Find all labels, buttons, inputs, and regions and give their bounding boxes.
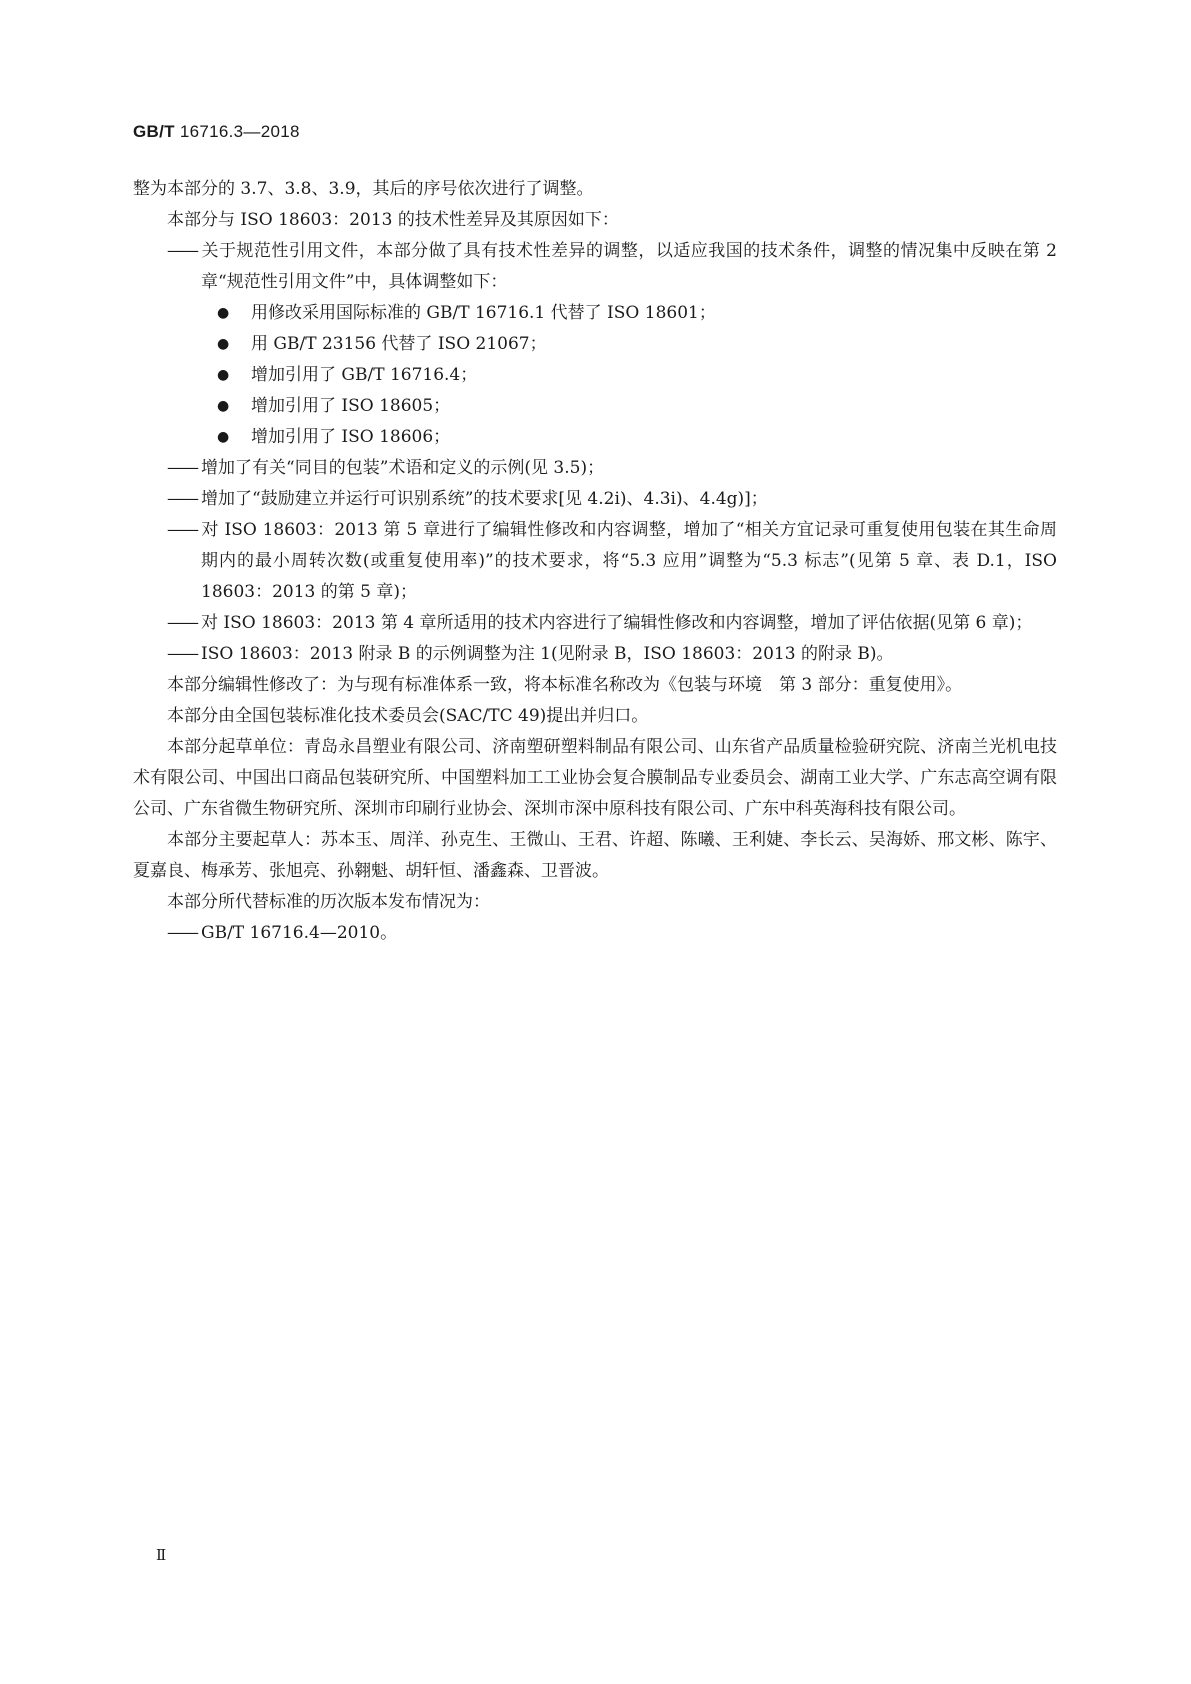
bullet-dot: ●	[217, 429, 230, 445]
dash-item	[133, 515, 1057, 608]
bullet-item-text: 用修改采用国际标准的 GB/T 16716.1 代替了 ISO 18601；	[251, 303, 716, 323]
bullet-item-text: 用 GB/T 23156 代替了 ISO 21067；	[251, 334, 547, 354]
bullet-item-text: 增加引用了 ISO 18606；	[251, 427, 451, 447]
standard-code: GB/T	[133, 122, 175, 141]
dash-mark: ——	[167, 520, 197, 540]
dash-mark: ——	[167, 489, 197, 509]
dash-item	[133, 608, 1057, 639]
page-number: Ⅱ	[156, 1546, 167, 1564]
dash-item	[133, 639, 1057, 670]
dash-item-text: 对 ISO 18603：2013 第 4 章所适用的技术内容进行了编辑性修改和内容调整，增加了评估依据(见第 6 章)；	[201, 613, 1033, 633]
standard-number: 16716.3—2018	[179, 122, 300, 141]
bullet-item	[133, 360, 1057, 391]
bullet-dot: ●	[217, 305, 230, 321]
dash-item-text: 增加了有关“同目的包装”术语和定义的示例(见 3.5)；	[201, 458, 605, 478]
bullet-dot: ●	[217, 367, 230, 383]
bullet-item-text: 增加引用了 GB/T 16716.4；	[251, 365, 478, 385]
dash-mark: ——	[167, 241, 197, 261]
dash-item-text: 对 ISO 18603：2013 第 5 章进行了编辑性修改和内容调整，增加了“相关方宜记录可重复使用包装在其生命周期内的最小周转次数(或重复使用率)”的技术要求，将“5.3 应用”调整为“5.3 标志”(见第 5 章、表 D.1，ISO 18603：2013 的第 5 章)；	[201, 520, 1057, 602]
paragraph-drafters: 本部分主要起草人：苏本玉、周洋、孙克生、王微山、王君、许超、陈曦、王利婕、李长云、吴海娇、邢文彬、陈宇、夏嘉良、梅承芳、张旭亮、孙翱魁、胡轩恒、潘鑫森、卫晋波。	[133, 830, 1057, 881]
bullet-item	[133, 422, 1057, 453]
paragraph-proposer: 本部分由全国包装标准化技术委员会(SAC/TC 49)提出并归口。	[167, 706, 649, 726]
dash-item-previous-edition	[133, 918, 1057, 949]
dash-mark: ——	[167, 613, 197, 633]
dash-item-text: ISO 18603：2013 附录 B 的示例调整为注 1(见附录 B，ISO 18603：2013 的附录 B)。	[201, 644, 894, 664]
dash-item	[133, 453, 1057, 484]
paragraph-differences-intro: 本部分与 ISO 18603：2013 的技术性差异及其原因如下：	[167, 210, 619, 230]
paragraph-editorial-changes: 本部分编辑性修改了：为与现有标准体系一致，将本标准名称改为《包装与环境 第 3 部分：重复使用》。	[167, 675, 963, 695]
bullet-item	[133, 298, 1057, 329]
paragraph-continued: 整为本部分的 3.7、3.8、3.9，其后的序号依次进行了调整。	[133, 179, 594, 199]
dash-mark: ——	[167, 644, 197, 664]
dash-item-text: 增加了“鼓励建立并运行可识别系统”的技术要求[见 4.2i)、4.3i)、4.4g)]；	[201, 489, 768, 509]
bullet-dot: ●	[217, 336, 230, 352]
bullet-item-text: 增加引用了 ISO 18605；	[251, 396, 451, 416]
dash-mark: ——	[167, 923, 197, 943]
dash-item-text: 关于规范性引用文件，本部分做了具有技术性差异的调整，以适应我国的技术条件，调整的情况集中反映在第 2 章“规范性引用文件”中，具体调整如下：	[201, 241, 1057, 292]
dash-item-normative-references	[133, 236, 1057, 298]
bullet-item	[133, 329, 1057, 360]
bullet-dot: ●	[217, 398, 230, 414]
dash-item	[133, 484, 1057, 515]
document-header	[133, 122, 300, 142]
paragraph-history: 本部分所代替标准的历次版本发布情况为：	[167, 892, 490, 912]
bullet-item	[133, 391, 1057, 422]
document-body	[133, 174, 1057, 949]
dash-item-text: GB/T 16716.4—2010。	[201, 923, 398, 943]
dash-mark: ——	[167, 458, 197, 478]
paragraph-drafting-units: 本部分起草单位：青岛永昌塑业有限公司、济南塑研塑料制品有限公司、山东省产品质量检验研究院、济南兰光机电技术有限公司、中国出口商品包装研究所、中国塑料加工工业协会复合膜制品专业委员会、湖南工业大学、广东志高空调有限公司、广东省微生物研究所、深圳市印刷行业协会、深圳市深中原科技有限公司、广东中科英海科技有限公司。	[133, 737, 1057, 819]
